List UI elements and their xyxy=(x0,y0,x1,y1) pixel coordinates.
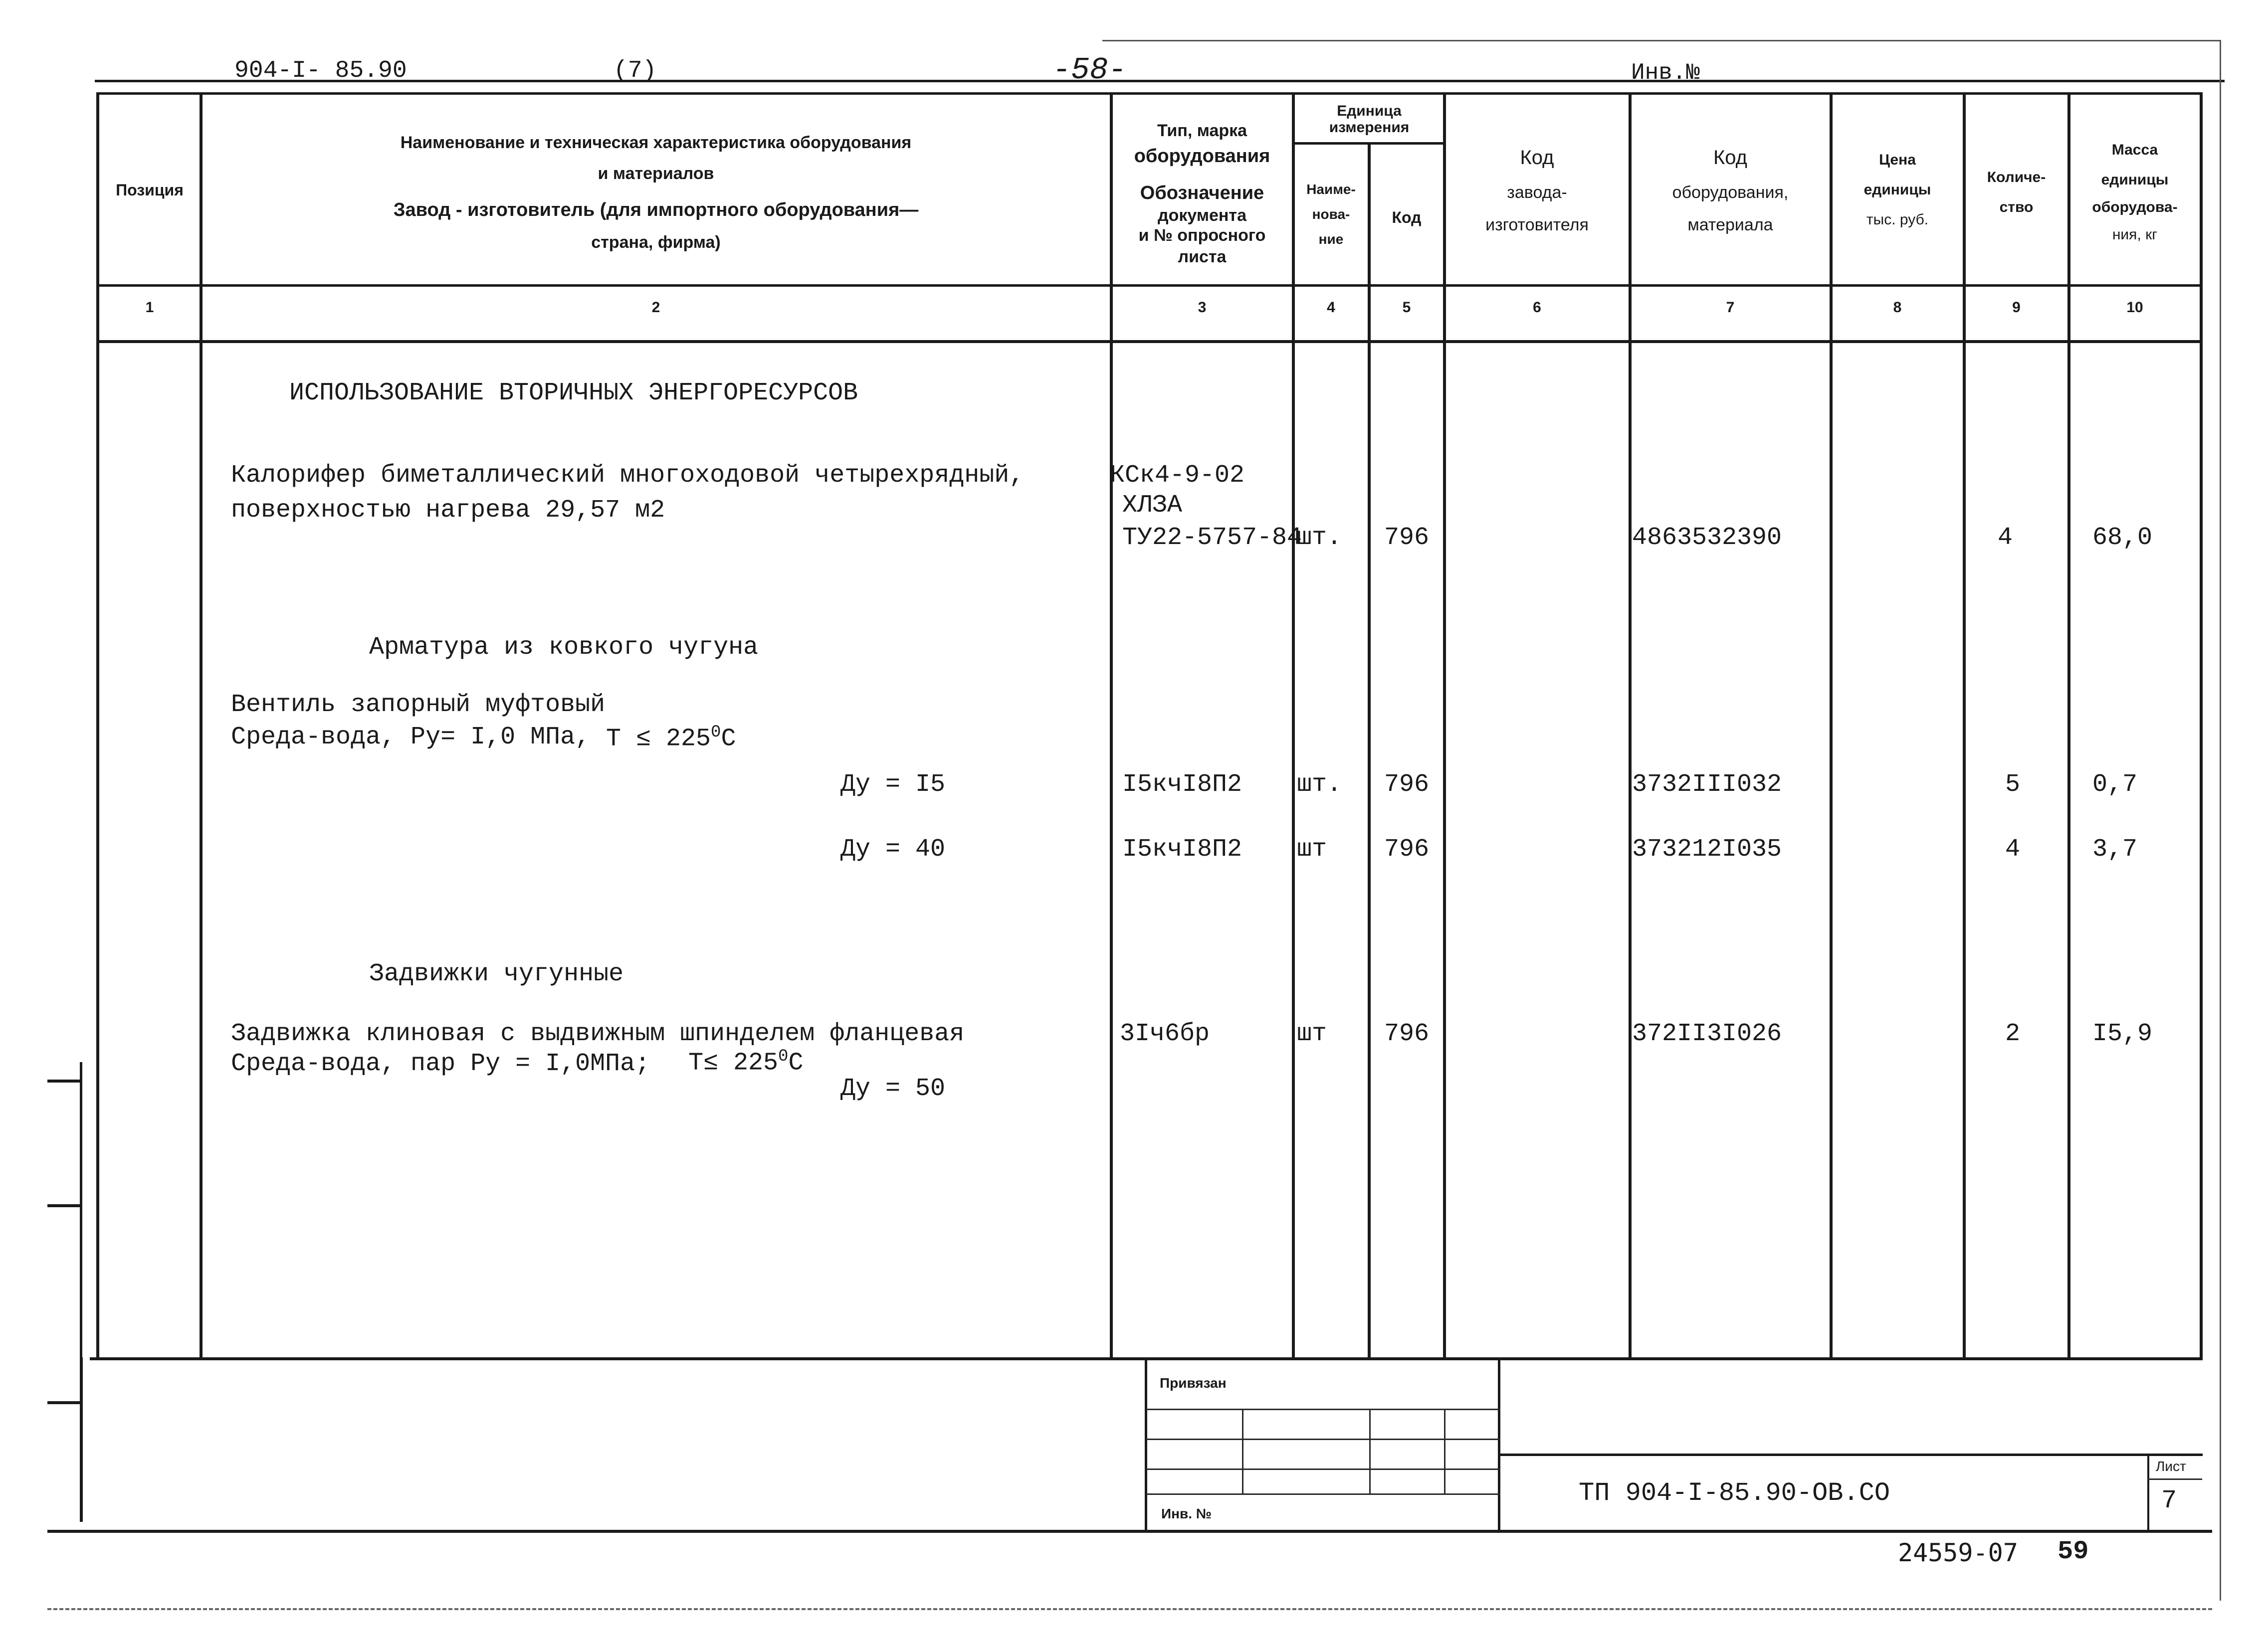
valve-a-material-code: 3732III032 xyxy=(1632,770,1782,799)
stamp-box-left xyxy=(1145,1357,1147,1532)
header-top-line xyxy=(96,92,2203,95)
margin-tick-2 xyxy=(47,1204,81,1207)
heater-type-line3: ТУ22-5757-84 xyxy=(1122,524,1302,552)
scan-edge-dashes xyxy=(47,1608,2212,1610)
valve-a-unit: шт. xyxy=(1297,770,1342,799)
col-sep-4 xyxy=(1368,145,1371,1359)
stamp-col-3 xyxy=(1444,1409,1445,1493)
outer-right-line xyxy=(2220,40,2221,1601)
col-quantity-header-l2: ство xyxy=(1999,199,2034,215)
col-factory-code-header-l3: изготовителя xyxy=(1485,215,1589,234)
document-designation: ТП 904-I-85.90-ОВ.СО xyxy=(1579,1478,1890,1508)
unit-group-line xyxy=(1292,142,1446,145)
col-name-header-l2: и материалов xyxy=(598,164,714,183)
sheet-label: Лист xyxy=(2156,1459,2186,1474)
col-price-header-l2: единицы xyxy=(1863,182,1931,198)
unit-group-header-l1: Единица xyxy=(1337,103,1402,119)
gate-valve-name-line1: Задвижка клиновая с выдвижным шпинделем фланцевая xyxy=(231,1020,965,1048)
valve-temperature: $Т \le 225^0С$ xyxy=(606,723,736,753)
stamp-row-4 xyxy=(1146,1493,1500,1495)
title-block-bottom xyxy=(47,1530,2212,1533)
fittings-group-title: Арматура из ковкого чугуна xyxy=(369,633,759,662)
col-number-7: 7 xyxy=(1726,299,1735,316)
sheet-number: 7 xyxy=(2161,1486,2177,1515)
valve-a-quantity: 5 xyxy=(2005,770,2021,799)
stamp-row-1 xyxy=(1146,1409,1500,1410)
valve-b-quantity: 4 xyxy=(2005,835,2021,864)
numbers-bottom-line xyxy=(96,340,2203,343)
heater-name-line2: поверхностью нагрева 29,57 м2 xyxy=(231,496,665,525)
stamp-inventory-label: Инв. № xyxy=(1161,1506,1212,1521)
col-mass-header-l2: единицы xyxy=(2101,172,2169,188)
valve-a-mass: 0,7 xyxy=(2092,770,2138,799)
col-sep-2 xyxy=(1110,95,1113,1359)
page-number: -58- xyxy=(1052,52,1127,88)
gate-valve-type: 3Iч6бр xyxy=(1120,1020,1210,1048)
valve-b-size: Ду = 40 xyxy=(840,835,946,864)
col-type-header-l3: Обозначение xyxy=(1140,183,1264,203)
valve-a-unit-code: 796 xyxy=(1384,770,1430,799)
heater-unit: шт. xyxy=(1297,524,1342,552)
col-unit-name-header-l2: нова- xyxy=(1312,206,1350,222)
margin-left-line xyxy=(80,1062,82,1361)
col-sep-7 xyxy=(1830,95,1833,1359)
valve-name-line2: Среда-вода, Ру= I,0 МПа, xyxy=(231,723,591,751)
col-price-header-l1: Цена xyxy=(1879,152,1916,168)
col-sep-9 xyxy=(2067,95,2070,1359)
gate-valve-name-line2: Среда-вода, пар Ру = I,0МПа; xyxy=(231,1050,650,1078)
col-name-header-l4: страна, фирма) xyxy=(591,233,721,252)
unit-group-header-l2: измерения xyxy=(1329,119,1410,136)
sheet-box-divider xyxy=(2147,1478,2202,1480)
col-number-8: 8 xyxy=(1893,299,1902,316)
col-type-header-l4: документа xyxy=(1158,206,1246,225)
heater-mass: 68,0 xyxy=(2092,524,2153,552)
col-number-4: 4 xyxy=(1327,299,1335,316)
heater-unit-code: 796 xyxy=(1384,524,1430,552)
stamp-privyazan-label: Привязан xyxy=(1160,1375,1227,1391)
col-material-code-header-l1: Код xyxy=(1713,147,1747,169)
section-title: ИСПОЛЬЗОВАНИЕ ВТОРИЧНЫХ ЭНЕРГОРЕСУРСОВ xyxy=(289,379,858,407)
col-quantity-header-l1: Количе- xyxy=(1987,169,2046,185)
col-number-10: 10 xyxy=(2126,299,2143,316)
gate-valve-material-code: 372II3I026 xyxy=(1632,1020,1782,1048)
stamp-row-2 xyxy=(1146,1439,1500,1440)
gate-valve-size: Ду = 50 xyxy=(840,1075,946,1103)
outer-top-line xyxy=(1102,40,2221,41)
margin-tick-3 xyxy=(47,1401,81,1404)
heater-type-line2: ХЛЗА xyxy=(1122,491,1183,520)
stamp-col-2 xyxy=(1369,1409,1371,1493)
archive-page: 59 xyxy=(2058,1537,2089,1566)
frame-right xyxy=(2200,92,2203,1359)
frame-left xyxy=(96,92,99,1359)
col-number-6: 6 xyxy=(1533,299,1541,316)
valve-a-type: I5кчI8П2 xyxy=(1122,770,1242,799)
heater-name-line1: Калорифер биметаллический многоходовой четырехрядный, xyxy=(231,461,1025,490)
valve-b-unit: шт xyxy=(1297,835,1327,864)
col-factory-code-header-l2: завода- xyxy=(1507,183,1567,202)
heater-material-code: 4863532390 xyxy=(1632,524,1782,552)
stamp-col-1 xyxy=(1242,1409,1243,1493)
gate-valve-mass: I5,9 xyxy=(2092,1020,2153,1048)
gate-valve-temperature: $Т\le 225^0С$ xyxy=(688,1047,804,1078)
valve-b-material-code: 373212I035 xyxy=(1632,835,1782,864)
gate-valves-group-title: Задвижки чугунные xyxy=(369,960,624,988)
valve-b-unit-code: 796 xyxy=(1384,835,1430,864)
col-name-header-l1: Наименование и техническая характеристика оборудования xyxy=(400,133,912,152)
col-mass-header-l1: Масса xyxy=(2111,142,2158,158)
col-sep-5 xyxy=(1443,95,1446,1359)
col-material-code-header-l3: материала xyxy=(1687,215,1773,234)
stamp-box-right xyxy=(1498,1357,1500,1532)
document-code: 904-I- 85.90 xyxy=(234,57,407,84)
stamp-row-3 xyxy=(1146,1468,1500,1470)
col-unit-name-header-l1: Наиме- xyxy=(1306,182,1356,197)
col-sep-1 xyxy=(200,95,203,1359)
col-type-header-l1: Тип, марка xyxy=(1157,121,1247,140)
col-name-header-l3: Завод - изготовитель (для импортного оборудования— xyxy=(393,199,919,220)
col-number-3: 3 xyxy=(1198,299,1207,316)
col-mass-header-l3: оборудова- xyxy=(2092,199,2178,215)
title-block-left xyxy=(80,1357,83,1522)
margin-tick-1 xyxy=(47,1080,81,1083)
designation-top-line xyxy=(1498,1454,2203,1456)
col-number-9: 9 xyxy=(2012,299,2021,316)
col-mass-header-l4: ния, кг xyxy=(2112,226,2158,243)
valve-b-type: I5кчI8П2 xyxy=(1122,835,1242,864)
col-unit-name-header-l3: ние xyxy=(1318,231,1344,247)
col-number-1: 1 xyxy=(145,299,154,316)
col-sep-6 xyxy=(1629,95,1632,1359)
valve-b-mass: 3,7 xyxy=(2092,835,2138,864)
col-sep-3 xyxy=(1292,95,1295,1359)
gate-valve-unit-code: 796 xyxy=(1384,1020,1430,1048)
col-number-2: 2 xyxy=(651,299,660,316)
col-number-5: 5 xyxy=(1402,299,1411,316)
top-frame-line xyxy=(95,80,2225,82)
gate-valve-quantity: 2 xyxy=(2005,1020,2021,1048)
heater-quantity: 4 xyxy=(1998,524,2013,552)
inventory-label: Инв.№ xyxy=(1631,60,1700,86)
col-factory-code-header-l1: Код xyxy=(1520,147,1554,169)
col-type-header-l2: оборудования xyxy=(1134,146,1270,167)
col-type-header-l5: и № опросного xyxy=(1138,226,1266,245)
col-position-header: Позиция xyxy=(116,181,184,199)
sheet-box-left xyxy=(2147,1454,2149,1531)
gate-valve-unit: шт xyxy=(1297,1020,1327,1048)
header-bottom-line xyxy=(96,284,2203,287)
col-unit-code-header: Код xyxy=(1392,208,1422,226)
valve-name-line1: Вентиль запорный муфтовый xyxy=(231,691,606,719)
col-type-header-l6: листа xyxy=(1178,247,1227,266)
archive-number: 24559-07 xyxy=(1898,1538,2018,1567)
col-material-code-header-l2: оборудования, xyxy=(1672,183,1789,202)
valve-a-size: Ду = I5 xyxy=(840,770,946,799)
document-section: (7) xyxy=(614,57,657,84)
col-price-header-l3: тыс. руб. xyxy=(1866,211,1929,228)
col-sep-8 xyxy=(1963,95,1966,1359)
heater-type-line1: КСк4-9-02 xyxy=(1110,461,1245,490)
